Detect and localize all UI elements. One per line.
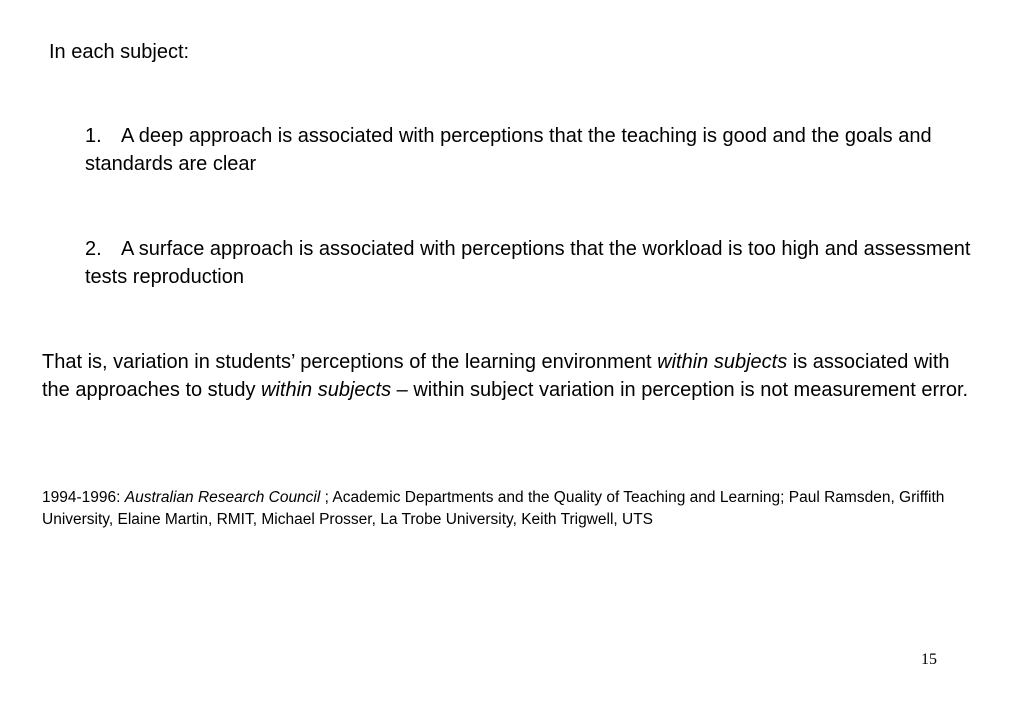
citation-years: 1994-1996: [42,489,125,506]
citation-funder: Australian Research Council [124,489,321,506]
numbered-point-2 [85,235,990,291]
summary-paragraph [42,348,982,404]
page-number: 15 [921,651,937,668]
point-text: A deep approach is associated with perceptions that the teaching is good and the goals and standards are clear [85,125,932,175]
summary-text: That is, variation in students’ perceptions of the learning environment [42,351,658,373]
summary-text: is associated with the approaches to study [42,351,950,401]
citation-details: ; Academic Departments and the Quality of Teaching and Learning; Paul Ramsden, Griffith University, Elaine Martin, RMIT, Michael Prosser, La Trobe University, Keith Trigwell, UTS [42,489,945,528]
point-number: 1. [85,125,102,147]
point-number: 2. [85,238,102,260]
summary-emphasis: within subjects [261,379,392,401]
point-text: A surface approach is associated with perceptions that the workload is too high and assessment tests reproduction [85,238,971,288]
summary-text: – within subject variation in perception is not measurement error. [391,379,969,401]
intro-heading: In each subject: [49,41,190,63]
citation [42,487,982,531]
numbered-point-1 [85,122,990,178]
summary-emphasis: within subjects [657,351,788,373]
